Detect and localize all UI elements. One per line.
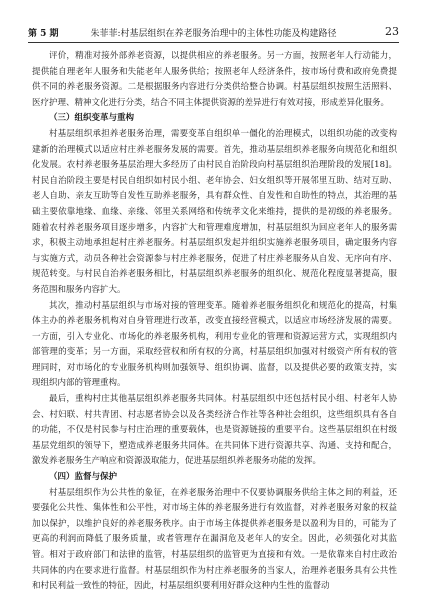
section-heading: （四）监督与保护: [49, 472, 118, 483]
paragraph: 其次，推动村基层组织与市场对接的管理变革。随着养老服务组织化和规范化的提高，村集体主办的养老服务机构对自身管理进行改革，改变直接经营模式，以适应市场经济发展的需要。一方面，引入专业化、市场化的养老服务机构，利用专业化的管理和资源运营方式，实现组织内部管理的变革；另一方面，采取经营权和所有权的分离，村基层组织加强对村级资产所有权的管理同时，对市场化的专业服务机构则加强领导、组织协调、监督，以及提供必要的政策支持，实现组织内部的管理重构。: [32, 300, 397, 389]
article-body: [32, 49, 397, 595]
paragraph: 村基层组织承担养老服务治理，需要变革自组织单一僵化的治理模式，以组织功能的改变构建新的治理模式以适应村庄养老服务发展的需要。首先，推动基层组织养老服务向规范化和组织化发展。农村养老服务基层治理大多经历了由村民自治阶段向村基层组织治理阶段的发展[18]。村民自治阶段主要是村民自组织如村民小组、老年协会、妇女组织等开展邻里互助、结对互助、老人自助、亲友互助等自发性互助养老服务，具有群众性、自发性和自助性的特点，其治理的基础主要依靠地缘、血缘、亲缘、邻里关系网络和传统孝文化来维持，提供的是初级的养老服务。随着农村养老服务项目逐步增多，内容扩大和管理难度增加，村基层组织为回应老年人的服务需求，积极主动地承担起村庄养老服务。村基层组织发起并组织实施养老服务项目，确定服务内容与实施方式，动员各种社会资源参与村庄养老服务，促进了村庄养老服务从自发、无序向有序、规范转变。与村民自治养老服务相比，村基层组织养老服务的组织化、规范化程度显著提高，服务范围和服务内容扩大。: [32, 128, 397, 295]
paragraph: 村基层组织作为公共性的象征，在养老服务治理中不仅要协调服务供给主体之间的利益，还要强化公共性、集体性和公平性，对市场主体的养老服务进行有效监督，对养老服务对象的权益加以保护，以维护良好的养老服务秩序。由于市场主体提供养老服务是以盈利为目的，可能为了更高的利润而降低了服务质量，或者管理存在漏洞危及老年人的安全。因此，必须强化对其监管。相对于政府部门和法律的监管，村基层组织的监管更为直接和有效。一是依靠来自村庄政治共同体的内在要求进行监督。村基层组织作为村庄养老服务的当家人，治理养老服务具有公共性和村民利益一致性的特征，因此，村基层组织要利用好群众这种内生性的监督动: [32, 487, 397, 592]
page-number: 23: [385, 25, 399, 38]
page-header: [28, 26, 399, 40]
paragraph: 最后，重构村庄其他基层组织养老服务共同体。村基层组织中还包括村民小组、村老年人协会、村妇联、村共青团、村志愿者协会以及各类经济合作社等各种社会组织，这些组织具有各自的功能，不仅是村民参与村庄治理的重要载体，也是资源链接的重要平台。这些基层组织在村级基层党组织的领导下，塑造成养老服务共同体。在共同体下进行资源共享、沟通、支持和配合，激发养老服务生产响应和资源汲取能力，促进基层组织养老服务功能的发挥。: [32, 394, 397, 467]
paragraph: 评价，精准对接外部养老资源，以提供相应的养老服务。另一方面，按照老年人行动能力，提供能自理老年人服务和失能老年人服务供给；按照老年人经济条件，按市场付费和政府免费提供不同的养老服务资源。二是根据服务内容进行分类供给整合协调。村基层组织按照生活照料、医疗护理、精神文化进行分类，结合不同主体提供资源的差异进行有效对接，形成差异化服务。: [32, 51, 397, 108]
running-title: 朱菲菲:村基层组织在养老服务治理中的主体性功能及构建路径: [90, 29, 337, 39]
section-heading: （三）组织变革与重构: [49, 113, 135, 124]
issue-number: 第 5 期: [28, 29, 59, 39]
header-rule: [28, 42, 399, 43]
